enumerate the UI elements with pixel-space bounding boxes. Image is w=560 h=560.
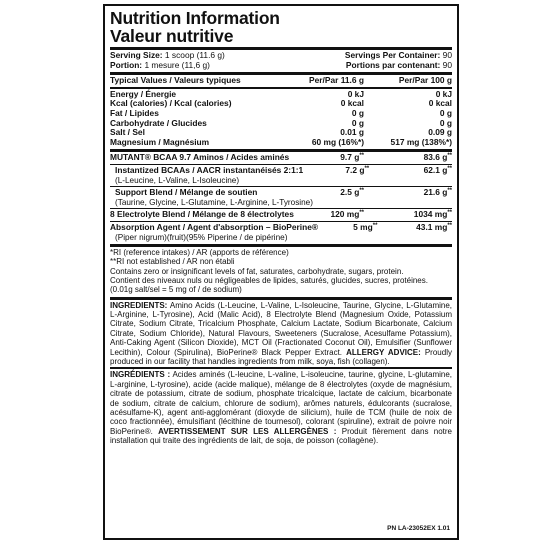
nutrient-value-per-serving: 0 g — [351, 117, 364, 128]
blend-value-per-serving: 9.7 g — [340, 152, 360, 163]
blend-value-per-100g: 62.1 g — [423, 164, 448, 175]
nutrient-row-kcal — [110, 99, 452, 109]
blend-sub-support: (Taurine, Glycine, L-Glutamine, L-Arginine, L-Tyrosine) — [115, 197, 313, 207]
blend-sub-instantized: (L-Leucine, L-Valine, L-Isoleucine) — [115, 175, 240, 185]
servings-per-container-value: 90 — [442, 50, 452, 60]
nutrient-list — [110, 90, 452, 148]
divider — [110, 244, 452, 247]
nutrient-name: Energy / Énergie — [110, 88, 177, 99]
blend-name: Instantized BCAAs / AACR instantanéisés 2:1:1 — [115, 164, 304, 175]
footnote-mark: ** — [447, 222, 452, 229]
table-header-row — [110, 76, 452, 86]
ingredients-heading-fr: INGRÉDIENTS : — [110, 370, 171, 380]
blend-row-absorption — [110, 223, 452, 233]
nutrient-value-per-serving: 60 mg (16%*) — [311, 136, 364, 147]
portions-per-container-label: Portions par contenant: — [345, 59, 441, 70]
blend-value-per-serving: 5 mg — [353, 221, 373, 232]
nutrient-value-per-100g: 0 g — [439, 117, 452, 128]
blend-name: 8 Electrolyte Blend / Mélange de 8 électrolytes — [110, 209, 294, 220]
blend-value-per-100g: 21.6 g — [423, 187, 448, 198]
ingredients-english — [110, 301, 452, 367]
blend-row-electrolyte — [110, 210, 452, 220]
footnote-mark: ** — [447, 165, 452, 172]
blend-value-per-serving: 2.5 g — [340, 187, 360, 198]
blend-name: Absorption Agent / Agent d'absorption – BioPerine® — [110, 221, 319, 232]
footnote-mark: ** — [447, 188, 452, 195]
portion-value: 1 mesure (11,6 g) — [144, 59, 210, 70]
nutrient-value-per-100g: 0.09 g — [428, 127, 452, 138]
footnote-zero-levels-en: Contains zero or insignificant levels of fat, saturates, carbohydrate, sugars, protein. — [110, 266, 404, 276]
blend-sub-absorption: (Piper nigrum)(fruit)(95% Piperine / de pipérine) — [115, 232, 288, 242]
footnote-mark: ** — [359, 153, 364, 160]
footnote-ri: *RI (reference intakes) / AR (apports de référence) — [110, 248, 289, 258]
table-header-col0: Typical Values / Valeurs typiques — [110, 75, 241, 86]
blend-value-per-100g: 43.1 mg — [416, 221, 448, 232]
footnote-mark: ** — [372, 222, 378, 229]
nutrition-label-panel — [103, 4, 459, 540]
serving-size-label: Serving Size: — [110, 50, 163, 60]
footnote-mark: ** — [447, 153, 452, 160]
allergy-label-fr: AVERTISSEMENT SUR LES ALLERGÈNES : — [158, 426, 337, 436]
nutrient-name: Fat / Lipides — [110, 107, 159, 118]
ingredients-french — [110, 370, 452, 445]
nutrient-value-per-100g: 0 kJ — [435, 88, 452, 99]
title-french: Valeur nutritive — [110, 26, 234, 46]
blend-name: MUTANT® BCAA 9.7 Aminos / Acides aminés — [110, 152, 290, 163]
blend-row-amino — [110, 153, 452, 163]
footnote-mark: ** — [447, 210, 452, 217]
footnote-ri-not-established: **RI not established / AR non établi — [110, 257, 235, 267]
portions-per-container-value: 90 — [442, 59, 452, 70]
nutrient-value-per-100g: 517 mg (138%*) — [390, 136, 452, 147]
divider — [110, 367, 452, 369]
allergy-label-en: ALLERGY ADVICE: — [346, 347, 421, 357]
part-number: PN LA-23052EX 1.01 — [387, 525, 450, 533]
nutrient-name: Magnesium / Magnésium — [110, 136, 210, 147]
ingredients-text-en: Amino Acids (L-Leucine, L-Valine, L-Isoleucine, Taurine, Glycine, L-Glutamine, L-Arginine, L-Tyrosine), Acid (Malic Acid), 8 Electrolyte Blend (Magnesium Oxide, Potassium Citrate, Sodium Citrate, Tricalcium Phosphate, Calcium Lactate, Sodium Bicarbonate, Calcium Citrate, Sodium Chloride), Natural Flavours, Sweeteners (Sucralose, Acesulfame Potassium), Anti-Caking Agent (Silicon Dioxide), MCT Oil (Fractionated Coconut Oil), Emulsifier (Sunflower Lecithin), Colour (Spirulina), BioPerine® Black Pepper Extract. — [110, 300, 453, 357]
ingredients-text-fr: Acides aminés (L-leucine, L-valine, L-isoleucine, taurine, glycine, L-glutamine, L-arginine, L-tyrosine), acide (acide malique), mélange de 8 électrolytes (oxyde de magnésium, citrate de potassium, citrate de sodium, phosphate tricalcique, lactate de calcium, bicarbonate de sodium, citrate de calcium, chlorure de sodium), arômes naturels, édulcorants (sucralose, acésulfame-K), agent anti-agglomérant (dioxyde de silicium), huile de TCM (huile de noix de coco fractionnée), émulsifiant (lécithine de tournesol), colorant (spiruline), extrait de poivre noir BioPerine®. — [110, 370, 453, 436]
footnote-mark: ** — [359, 188, 364, 195]
blend-value-per-serving: 120 mg — [330, 209, 360, 220]
table-header-col2: Per/Par 100 g — [398, 75, 452, 86]
portion-label: Portion: — [110, 59, 143, 70]
title-english: Nutrition Information — [110, 8, 280, 28]
allergy-text-fr: Produit fièrement dans notre installation qui traite des ingrédients de lait, de soja, de poisson (collagène). — [110, 426, 453, 446]
nutrient-value-per-serving: 0 g — [351, 107, 364, 118]
serving-size-value: 1 scoop (11.6 g) — [164, 50, 225, 60]
ingredients-heading-en: INGREDIENTS: — [110, 300, 168, 310]
footnote-zero-levels-fr: Contient des niveaux nuls ou négligeables de lipides, saturés, glucides, sucres, protéines. — [110, 275, 428, 285]
portion-row — [110, 61, 452, 71]
divider — [110, 297, 452, 300]
nutrient-name: Salt / Sel — [110, 127, 145, 138]
blend-row-support — [110, 188, 452, 198]
footnote-mark: ** — [359, 210, 364, 217]
nutrient-value-per-100g: 0 g — [439, 107, 452, 118]
blend-row-instantized — [110, 166, 452, 176]
blend-value-per-100g: 1034 mg — [413, 209, 448, 220]
nutrient-value-per-100g: 0 kcal — [428, 98, 452, 109]
footnotes — [110, 248, 452, 294]
blend-value-per-100g: 83.6 g — [423, 152, 448, 163]
servings-per-container-label: Servings Per Container: — [344, 50, 441, 60]
nutrient-name: Kcal (calories) / Kcal (calories) — [110, 98, 232, 109]
footnote-mark: ** — [364, 165, 370, 172]
allergy-text-en: Proudly produced in our facility that handles ingredients from milk, soya, fish (collagen). — [110, 347, 452, 367]
nutrient-row-carbohydrate — [110, 119, 452, 129]
blend-name: Support Blend / Mélange de soutien — [115, 187, 258, 198]
nutrient-value-per-serving: 0.01 g — [340, 127, 364, 138]
nutrient-name: Carbohydrate / Glucides — [110, 117, 207, 128]
nutrient-value-per-serving: 0 kJ — [347, 88, 364, 99]
footnote-salt-sodium: (0.01g salt/sel = 5 mg of / de sodium) — [110, 285, 242, 295]
nutrient-row-magnesium — [110, 138, 452, 148]
table-header-col1: Per/Par 11.6 g — [309, 75, 364, 86]
blend-value-per-serving: 7.2 g — [345, 164, 365, 175]
nutrient-value-per-serving: 0 kcal — [340, 98, 364, 109]
